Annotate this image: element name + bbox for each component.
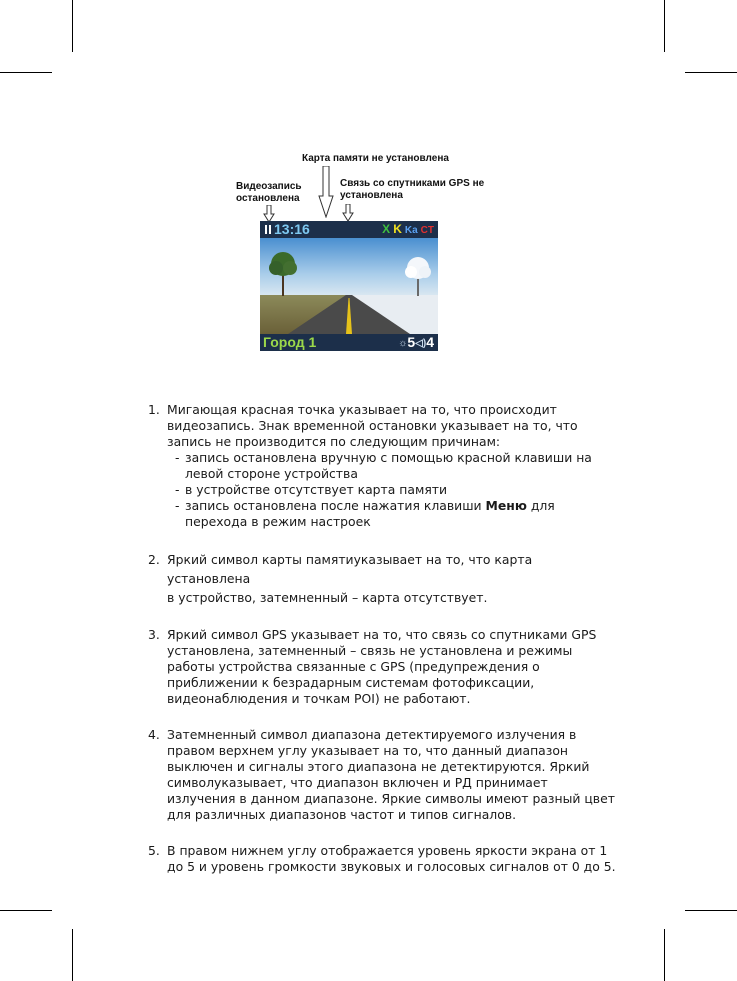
city-mode-label: Город 1 bbox=[263, 334, 317, 350]
item-line: работы устройства связанные с GPS (предупреждения о bbox=[167, 659, 540, 674]
item-number: 1. bbox=[148, 402, 160, 417]
crop-mark-top-left-h bbox=[0, 72, 52, 73]
item-line: Мигающая красная точка указывает на то, что происходит bbox=[167, 402, 557, 417]
item-line: Яркий символ GPS указывает на то, что связь со спутниками GPS bbox=[167, 627, 597, 642]
item-line: излучения в данном диапазоне. Яркие символы имеют разный цвет bbox=[167, 791, 615, 806]
item-number: 2. bbox=[148, 552, 160, 567]
item-line: до 5 и уровень громкости звуковых и голосовых сигналов от 0 до 5. bbox=[167, 859, 616, 874]
volume-level: 4 bbox=[426, 334, 434, 350]
explanation-list bbox=[148, 402, 618, 875]
crop-mark-bottom-left-v bbox=[72, 929, 73, 981]
dash: - bbox=[175, 482, 180, 497]
item-line: запись не производится по следующим причинам: bbox=[167, 434, 501, 449]
item-line: левой стороне устройства bbox=[185, 466, 358, 481]
crop-mark-top-right-h bbox=[685, 72, 737, 73]
crop-mark-bottom-left-h bbox=[0, 910, 52, 911]
reason-item-3 bbox=[175, 498, 618, 530]
item-line: символуказывает, что диапазон включен и РД принимает bbox=[167, 775, 548, 790]
status-bar-bottom bbox=[260, 334, 438, 351]
item-number: 3. bbox=[148, 627, 160, 642]
list-item-2 bbox=[148, 550, 618, 607]
item-line: перехода в режим настроек bbox=[185, 514, 371, 529]
pause-icon bbox=[265, 225, 271, 234]
item-number: 4. bbox=[148, 727, 160, 742]
status-bar-top bbox=[260, 221, 438, 238]
sun-icon: ☼ bbox=[398, 338, 408, 349]
item-line: в устройство, затемненный – карта отсутствует. bbox=[167, 590, 488, 605]
brightness-level: 5 bbox=[407, 334, 416, 350]
item-line: Яркий символ карты памятиуказывает на то, что карта установлена bbox=[167, 552, 533, 586]
crop-mark-top-left-v bbox=[72, 0, 73, 52]
device-screen bbox=[260, 221, 438, 351]
crop-mark-bottom-right-h bbox=[685, 910, 737, 911]
dash: - bbox=[175, 498, 180, 513]
list-item-1 bbox=[148, 402, 618, 530]
item-line bbox=[185, 498, 618, 514]
level-indicators bbox=[398, 334, 434, 351]
callout-video-line-1: Видеозапись bbox=[236, 181, 302, 192]
band-k: K bbox=[393, 222, 402, 236]
dash: - bbox=[175, 450, 180, 465]
text-pre: запись остановлена после нажатия клавиши bbox=[185, 498, 486, 513]
list-item-3 bbox=[148, 627, 618, 707]
item-line: в устройстве отсутствует карта памяти bbox=[185, 482, 448, 497]
item-line: запись остановлена вручную с помощью красной клавиши на bbox=[185, 450, 592, 465]
text-post: для bbox=[526, 498, 555, 513]
reason-item-1 bbox=[175, 450, 618, 482]
callout-gps-line-2: установлена bbox=[340, 190, 403, 201]
band-ka: Ka bbox=[404, 225, 418, 236]
list-item-4 bbox=[148, 727, 618, 823]
band-ct: CT bbox=[420, 225, 434, 236]
reason-item-2 bbox=[175, 482, 618, 498]
item-line: для различных диапазонов частот и типов сигналов. bbox=[167, 807, 517, 822]
speaker-icon: ◁) bbox=[415, 338, 427, 349]
reason-list bbox=[167, 450, 618, 530]
item-line: видеозапись. Знак временной остановки указывает на то, что bbox=[167, 418, 578, 433]
item-line: правом верхнем углу указывает на то, что данный диапазон bbox=[167, 743, 569, 758]
item-line: установлена, затемненный – связь не установлена и режимы bbox=[167, 643, 573, 658]
item-line: видеонаблюдения и точкам POI) не работают. bbox=[167, 691, 471, 706]
road-scene-image bbox=[260, 238, 438, 334]
band-x: X bbox=[382, 222, 391, 236]
callout-video-line-2: остановлена bbox=[236, 193, 300, 204]
item-line: Затемненный символ диапазона детектируемого излучения в bbox=[167, 727, 577, 742]
arrow-down-icon-gps bbox=[342, 204, 354, 222]
crop-mark-bottom-right-v bbox=[664, 929, 665, 981]
crop-mark-top-right-v bbox=[664, 0, 665, 52]
menu-key-name: Меню bbox=[485, 498, 527, 513]
item-line: выключен и сигналы этого диапазона не детектируются. Яркий bbox=[167, 759, 590, 774]
callout-gps-line-1: Связь со спутниками GPS не bbox=[340, 178, 485, 189]
callout-video-stopped bbox=[236, 181, 302, 205]
arrow-down-icon-card bbox=[318, 166, 334, 218]
callout-card-not-installed: Карта памяти не установлена bbox=[302, 153, 449, 164]
callout-gps-not-connected bbox=[340, 178, 484, 202]
band-indicators bbox=[379, 221, 434, 239]
clock: 13:16 bbox=[274, 221, 310, 237]
item-line: приближении к безрадарным системам фотофиксации, bbox=[167, 675, 535, 690]
item-number: 5. bbox=[148, 843, 160, 858]
list-item-5 bbox=[148, 843, 618, 875]
item-line: В правом нижнем углу отображается уровень яркости экрана от 1 bbox=[167, 843, 608, 858]
